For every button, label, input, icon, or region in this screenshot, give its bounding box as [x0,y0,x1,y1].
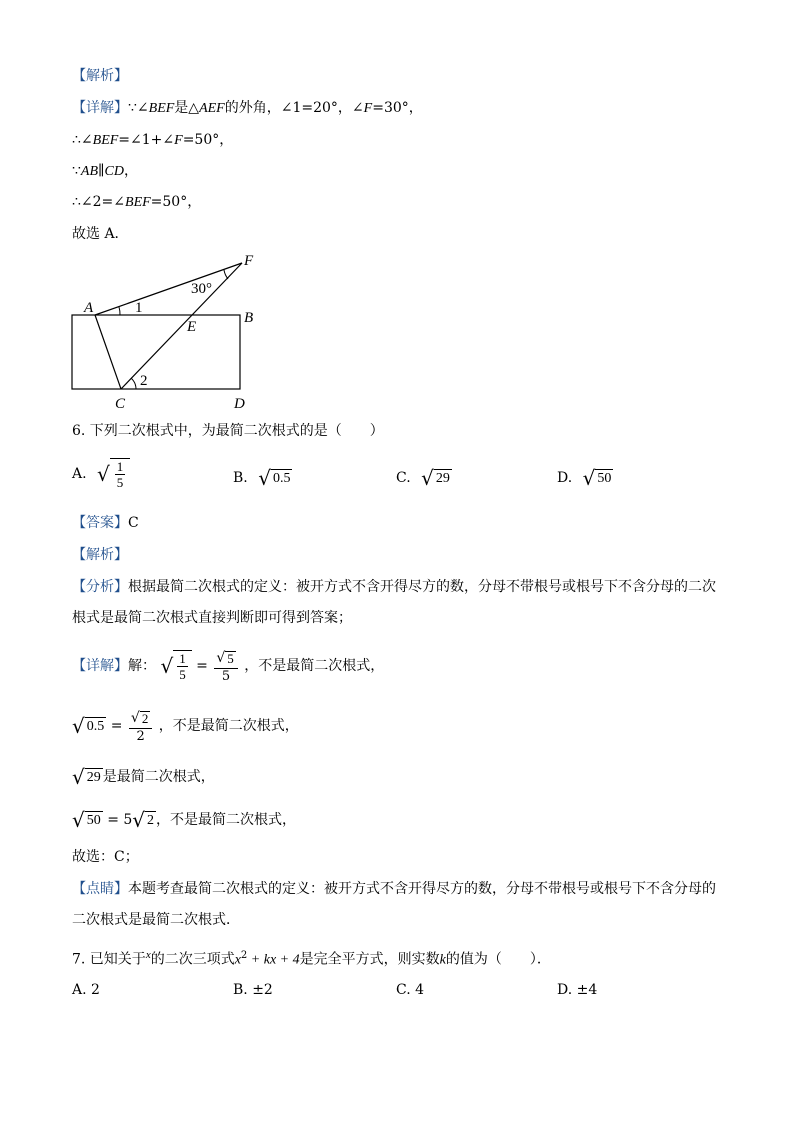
angle-2-arc [131,378,136,389]
segment-CF [121,263,242,389]
q6-analysis-tag: 【解析】 [72,547,128,563]
label-1: 1 [135,300,143,316]
q6-fenxi-line-1: 【分析】根据最简二次根式的定义：被开方式不含开得尽方的数，分母不带根号或根号下不含分母的二次 [72,579,716,595]
q6-detail-line-3: √ 29 是最简二次根式， [72,765,215,789]
q6-detail-line-1: 【详解】解： √ $\frac{1}{5}$ = √ 5 5 ，不是最简二次根式， [72,650,385,684]
q6-dianjing-line-1: 【点睛】本题考查最简二次根式的定义：被开方式不含开得尽方的数，分母不带根号或根号下不含分母的 [72,881,716,897]
q6-option-a: A. √ $\frac{1}{5}$ [72,458,130,490]
q5-detail-line-2: ∴∠BEF=∠1+∠F=50°， [72,132,234,148]
label-B: B [244,310,254,326]
q7-option-d: D. ±4 [557,982,598,998]
q6-option-b: B. √ 0.5 [233,466,291,490]
label-A: A [84,300,94,316]
q5-detail-line-3: ∵AB∥CD， [72,163,138,179]
q6-choose: 故选：C； [72,849,139,865]
q6-answer: 【答案】C [72,515,139,531]
q5-detail-line-1: 【详解】∵∠BEF是△AEF的外角，∠1=20°，∠F=30°， [72,100,423,116]
q6-dianjing-line-2: 二次根式是最简二次根式． [72,912,240,928]
q6-detail-line-4: √ 50 = 5 √ 2 ，不是最简二次根式， [72,808,297,832]
angle-1-arc [119,307,120,315]
label-F: F [244,253,254,269]
label-E: E [187,319,197,335]
label-C: C [115,396,126,410]
q5-choose: 故选 A． [72,226,129,242]
segment-AC [95,315,121,389]
segment-AF [95,263,242,315]
q5-detail-tag: 【详解】 [72,100,128,116]
q6-option-d: D. √ 50 [557,466,612,490]
q6-fenxi-line-2: 根式是最简二次根式直接判断即可得到答案； [72,610,352,626]
label-30deg: 30° [191,281,212,297]
q7-stem: 7. 已知关于$^x$的二次三项式$x^2$ + kx + 4是完全平方式，则实数k的值为（ ）． [72,949,551,968]
q5-geometry-figure [60,248,280,410]
q7-option-c: C. 4 [396,982,425,998]
label-D: D [234,396,245,410]
q7-option-b: B. ±2 [233,982,273,998]
label-2: 2 [140,373,148,389]
angle-F-arc [224,270,228,279]
q6-option-c: C. √ 29 [396,466,450,490]
q6-stem: 6. 下列二次根式中，为最简二次根式的是（ ） [72,423,384,439]
q7-option-a: A. 2 [72,982,100,998]
q5-detail-line-4: ∴∠2=∠BEF=50°， [72,194,202,210]
q6-detail-line-2: √ 0.5 = √ 2 2 ，不是最简二次根式， [72,710,299,744]
q5-analysis-tag: 【解析】 [72,68,128,84]
